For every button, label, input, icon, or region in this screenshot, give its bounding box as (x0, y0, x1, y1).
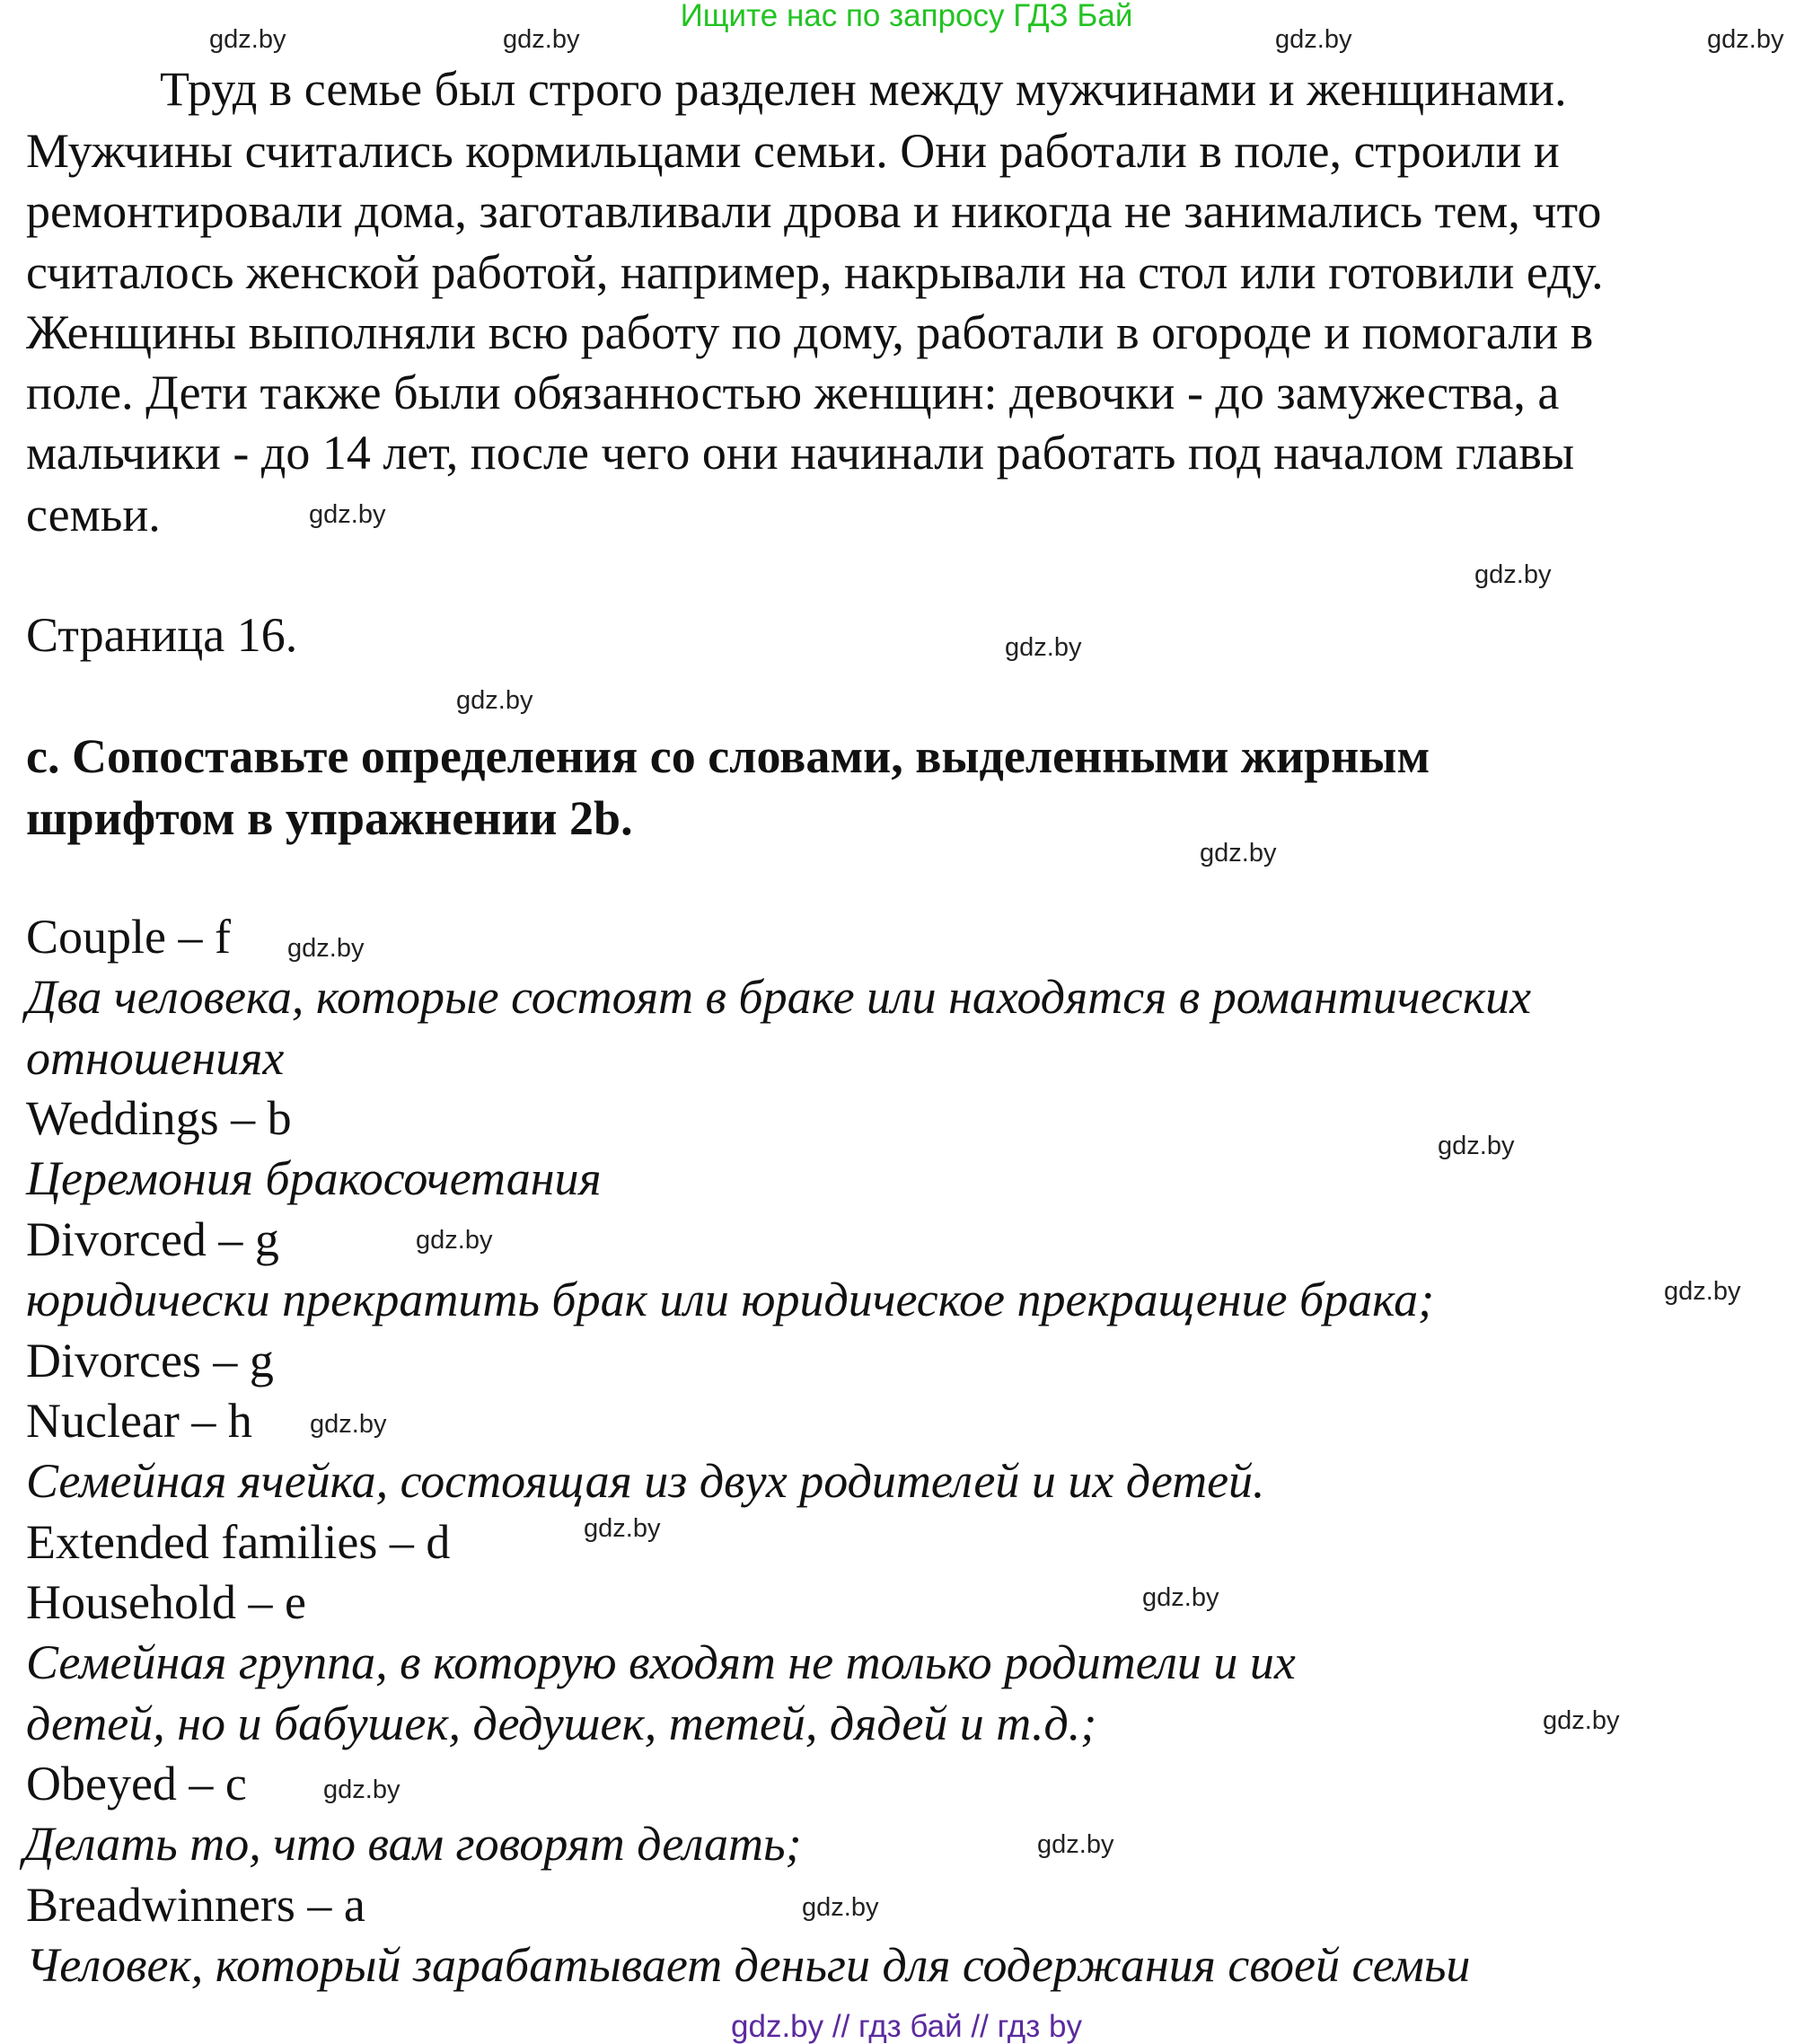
watermark: gdz.by (416, 1226, 493, 1255)
footer-banner-text: gdz.by // гдз бай // гдз by (731, 2009, 1082, 2044)
watermark: gdz.by (584, 1514, 661, 1543)
answer-term: Household – e (26, 1575, 306, 1629)
watermark: gdz.by (323, 1775, 400, 1804)
answer-definition: детей, но и бабушек, дедушек, тетей, дядей и т.д.; (26, 1696, 1097, 1750)
answer-term: Weddings – b (26, 1091, 292, 1145)
watermark: gdz.by (1707, 25, 1784, 54)
task-heading: с. Сопоставьте определения со словами, выделенными жирным (26, 729, 1430, 783)
answer-term: Breadwinners – a (26, 1878, 365, 1932)
answer-term: Divorced – g (26, 1212, 279, 1266)
watermark: gdz.by (1474, 560, 1552, 589)
answer-definition: Делать то, что вам говорят делать; (23, 1817, 802, 1871)
watermark: gdz.by (1275, 25, 1352, 54)
paragraph-line: семьи. (26, 488, 161, 542)
answer-definition: Семейная ячейка, состоящая из двух родителей и их детей. (26, 1454, 1265, 1508)
paragraph-line: Женщины выполняли всю работу по дому, работали в огороде и помогали в (26, 305, 1594, 359)
answer-definition: Семейная группа, в которую входят не только родители и их (26, 1635, 1296, 1689)
watermark: gdz.by (287, 934, 365, 963)
watermark: gdz.by (1200, 839, 1277, 868)
paragraph-line: поле. Дети также были обязанностью женщин: девочки - до замужества, а (26, 366, 1560, 419)
paragraph-line: мальчики - до 14 лет, после чего они начинали работать под началом главы (26, 426, 1575, 480)
paragraph-line: Труд в семье был строго разделен между мужчинами и женщинами. (160, 62, 1567, 116)
watermark: gdz.by (309, 500, 386, 529)
watermark: gdz.by (209, 25, 286, 54)
watermark: gdz.by (1664, 1277, 1741, 1306)
answer-term: Couple – f (26, 910, 231, 964)
answer-term: Extended families – d (26, 1515, 451, 1569)
paragraph-line: ремонтировали дома, заготавливали дрова и никогда не занимались тем, что (26, 184, 1602, 238)
watermark: gdz.by (503, 25, 580, 54)
footer-banner (0, 2009, 1813, 2044)
paragraph-line: Мужчины считались кормильцами семьи. Они работали в поле, строили и (26, 124, 1560, 178)
watermark: gdz.by (1142, 1583, 1219, 1612)
search-banner-text: Ищите нас по запросу ГДЗ Бай (680, 0, 1133, 33)
answer-term: Nuclear – h (26, 1394, 252, 1448)
task-heading: шрифтом в упражнении 2b. (26, 791, 633, 845)
watermark: gdz.by (310, 1410, 387, 1439)
page-label: Страница 16. (26, 608, 298, 662)
watermark: gdz.by (1037, 1830, 1114, 1859)
watermark: gdz.by (456, 686, 533, 715)
watermark: gdz.by (1543, 1706, 1620, 1735)
watermark: gdz.by (802, 1893, 879, 1922)
answer-term: Divorces – g (26, 1334, 274, 1388)
answer-definition: отношениях (26, 1031, 285, 1085)
answer-term: Obeyed – c (26, 1757, 247, 1811)
paragraph-line: считалось женской работой, например, накрывали на стол или готовили еду. (26, 245, 1604, 299)
watermark: gdz.by (1005, 633, 1082, 662)
answer-definition: Церемония бракосочетания (26, 1151, 602, 1205)
answer-definition: Человек, который зарабатывает деньги для содержания своей семьи (26, 1938, 1471, 1992)
answer-definition: Два человека, которые состоят в браке или находятся в романтических (26, 970, 1532, 1024)
watermark: gdz.by (1438, 1132, 1515, 1160)
answer-definition: юридически прекратить брак или юридическое прекращение брака; (26, 1273, 1435, 1326)
